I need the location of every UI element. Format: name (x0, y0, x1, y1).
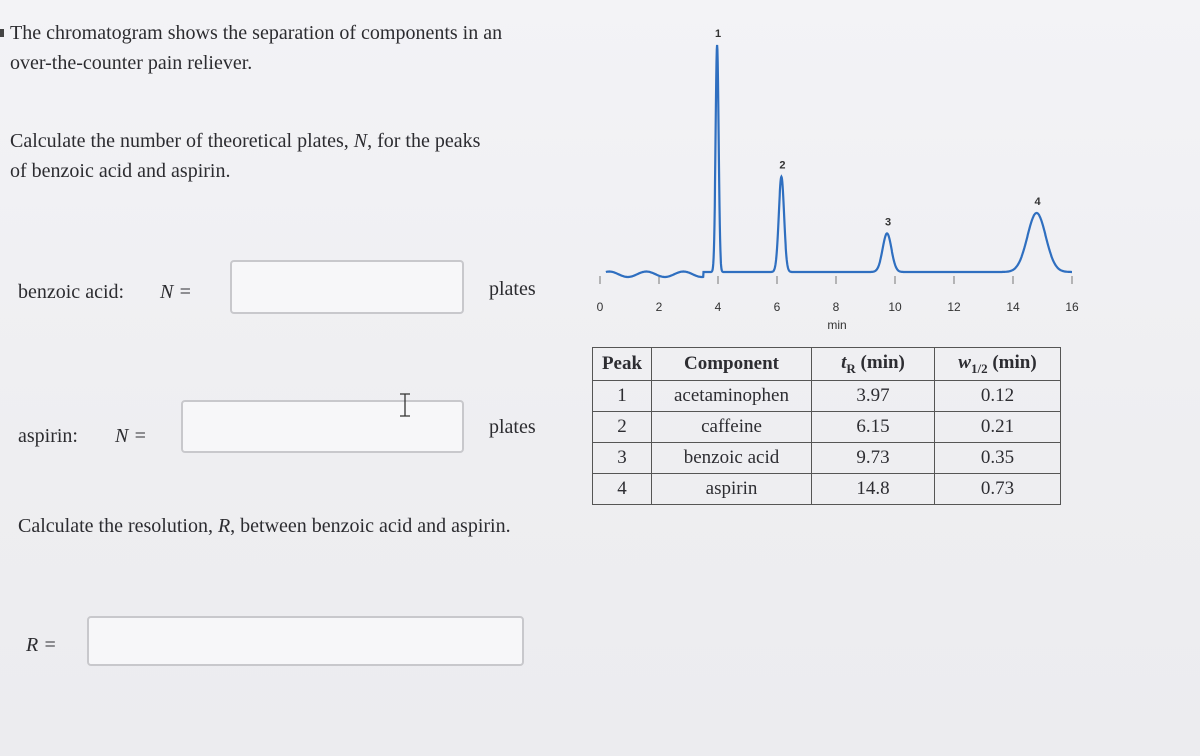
peak-label: 2 (779, 159, 786, 172)
resolution-prompt (18, 515, 511, 538)
resolution-input[interactable] (89, 618, 522, 664)
x-tick-label: 6 (773, 300, 781, 314)
x-tick-label: 4 (714, 300, 722, 314)
cell-component: caffeine (652, 412, 812, 443)
cell-peak: 4 (593, 474, 652, 505)
benzoic-unit: plates (489, 278, 536, 300)
margin-marker (0, 29, 4, 37)
variable-symbol: R (217, 515, 231, 537)
header-tr-sub: R (846, 360, 856, 376)
cell-peak: 1 (593, 381, 652, 412)
intro-line-2: over-the-counter pain reliever. (10, 52, 253, 74)
peak-label: 4 (1034, 195, 1041, 208)
cell-half-width: 0.12 (935, 381, 1061, 412)
chromatogram-chart (590, 20, 1090, 340)
peak-data-table (592, 347, 1061, 505)
x-tick-label: 8 (832, 300, 840, 314)
variable-symbol: N (353, 130, 368, 152)
table-row (593, 443, 1061, 474)
benzoic-plates-input[interactable] (232, 262, 462, 312)
chromatogram-axis (600, 276, 1072, 284)
cell-retention-time: 14.8 (812, 474, 935, 505)
cell-half-width: 0.21 (935, 412, 1061, 443)
cell-retention-time: 6.15 (812, 412, 935, 443)
x-tick-label: 12 (947, 300, 961, 314)
header-w-symbol: w (958, 351, 971, 373)
task-line-1-text: Calculate the number of theoretical plates, N, for the peaks (10, 130, 481, 152)
text-cursor-icon (396, 392, 414, 418)
aspirin-plates-field[interactable] (181, 400, 464, 453)
cell-peak: 3 (593, 443, 652, 474)
resolution-r-variable: R = (26, 634, 57, 656)
x-tick-label: 0 (596, 300, 604, 314)
header-half-width (935, 348, 1061, 381)
task-line-1 (10, 126, 590, 156)
header-peak: Peak (593, 348, 652, 381)
chromatogram-trace (606, 45, 1072, 277)
benzoic-n-variable: N = (160, 281, 192, 303)
table-row (593, 412, 1061, 443)
cell-component: aspirin (652, 474, 812, 505)
benzoic-plates-field[interactable] (230, 260, 464, 314)
x-axis-label: min (827, 318, 847, 332)
cell-retention-time: 9.73 (812, 443, 935, 474)
header-retention-time (812, 348, 935, 381)
header-w-unit: (min) (987, 351, 1037, 373)
benzoic-label: benzoic acid: (18, 281, 125, 303)
header-component: Component (652, 348, 812, 381)
table-row (593, 474, 1061, 505)
x-tick-label: 2 (655, 300, 663, 314)
header-tr-symbol: t (841, 351, 847, 373)
aspirin-unit: plates (489, 416, 536, 438)
intro-line-1: The chromatogram shows the separation of components in an (10, 22, 503, 44)
cell-half-width: 0.73 (935, 474, 1061, 505)
cell-component: acetaminophen (652, 381, 812, 412)
aspirin-label: aspirin: (18, 425, 78, 447)
aspirin-plates-input[interactable] (183, 402, 462, 451)
peak-label: 3 (884, 216, 892, 229)
question-intro (10, 18, 590, 78)
aspirin-n-variable: N = (115, 425, 147, 447)
peak-label: 1 (715, 28, 722, 40)
x-tick-labels (597, 300, 1079, 314)
table-header-row (593, 348, 1061, 381)
cell-peak: 2 (593, 412, 652, 443)
resolution-prompt-text: Calculate the resolution, R, between benzoic acid and aspirin. (18, 515, 511, 537)
cell-retention-time: 3.97 (812, 381, 935, 412)
question-task (10, 126, 590, 186)
table-row (593, 381, 1061, 412)
header-tr-unit: (min) (855, 351, 905, 373)
resolution-field[interactable] (87, 616, 524, 666)
x-tick-label: 10 (888, 300, 902, 314)
cell-half-width: 0.35 (935, 443, 1061, 474)
header-w-sub: 1/2 (970, 360, 988, 376)
x-tick-label: 14 (1006, 300, 1020, 314)
x-tick-label: 16 (1065, 300, 1079, 314)
peak-labels (715, 28, 1041, 228)
task-line-2: of benzoic acid and aspirin. (10, 160, 231, 182)
cell-component: benzoic acid (652, 443, 812, 474)
